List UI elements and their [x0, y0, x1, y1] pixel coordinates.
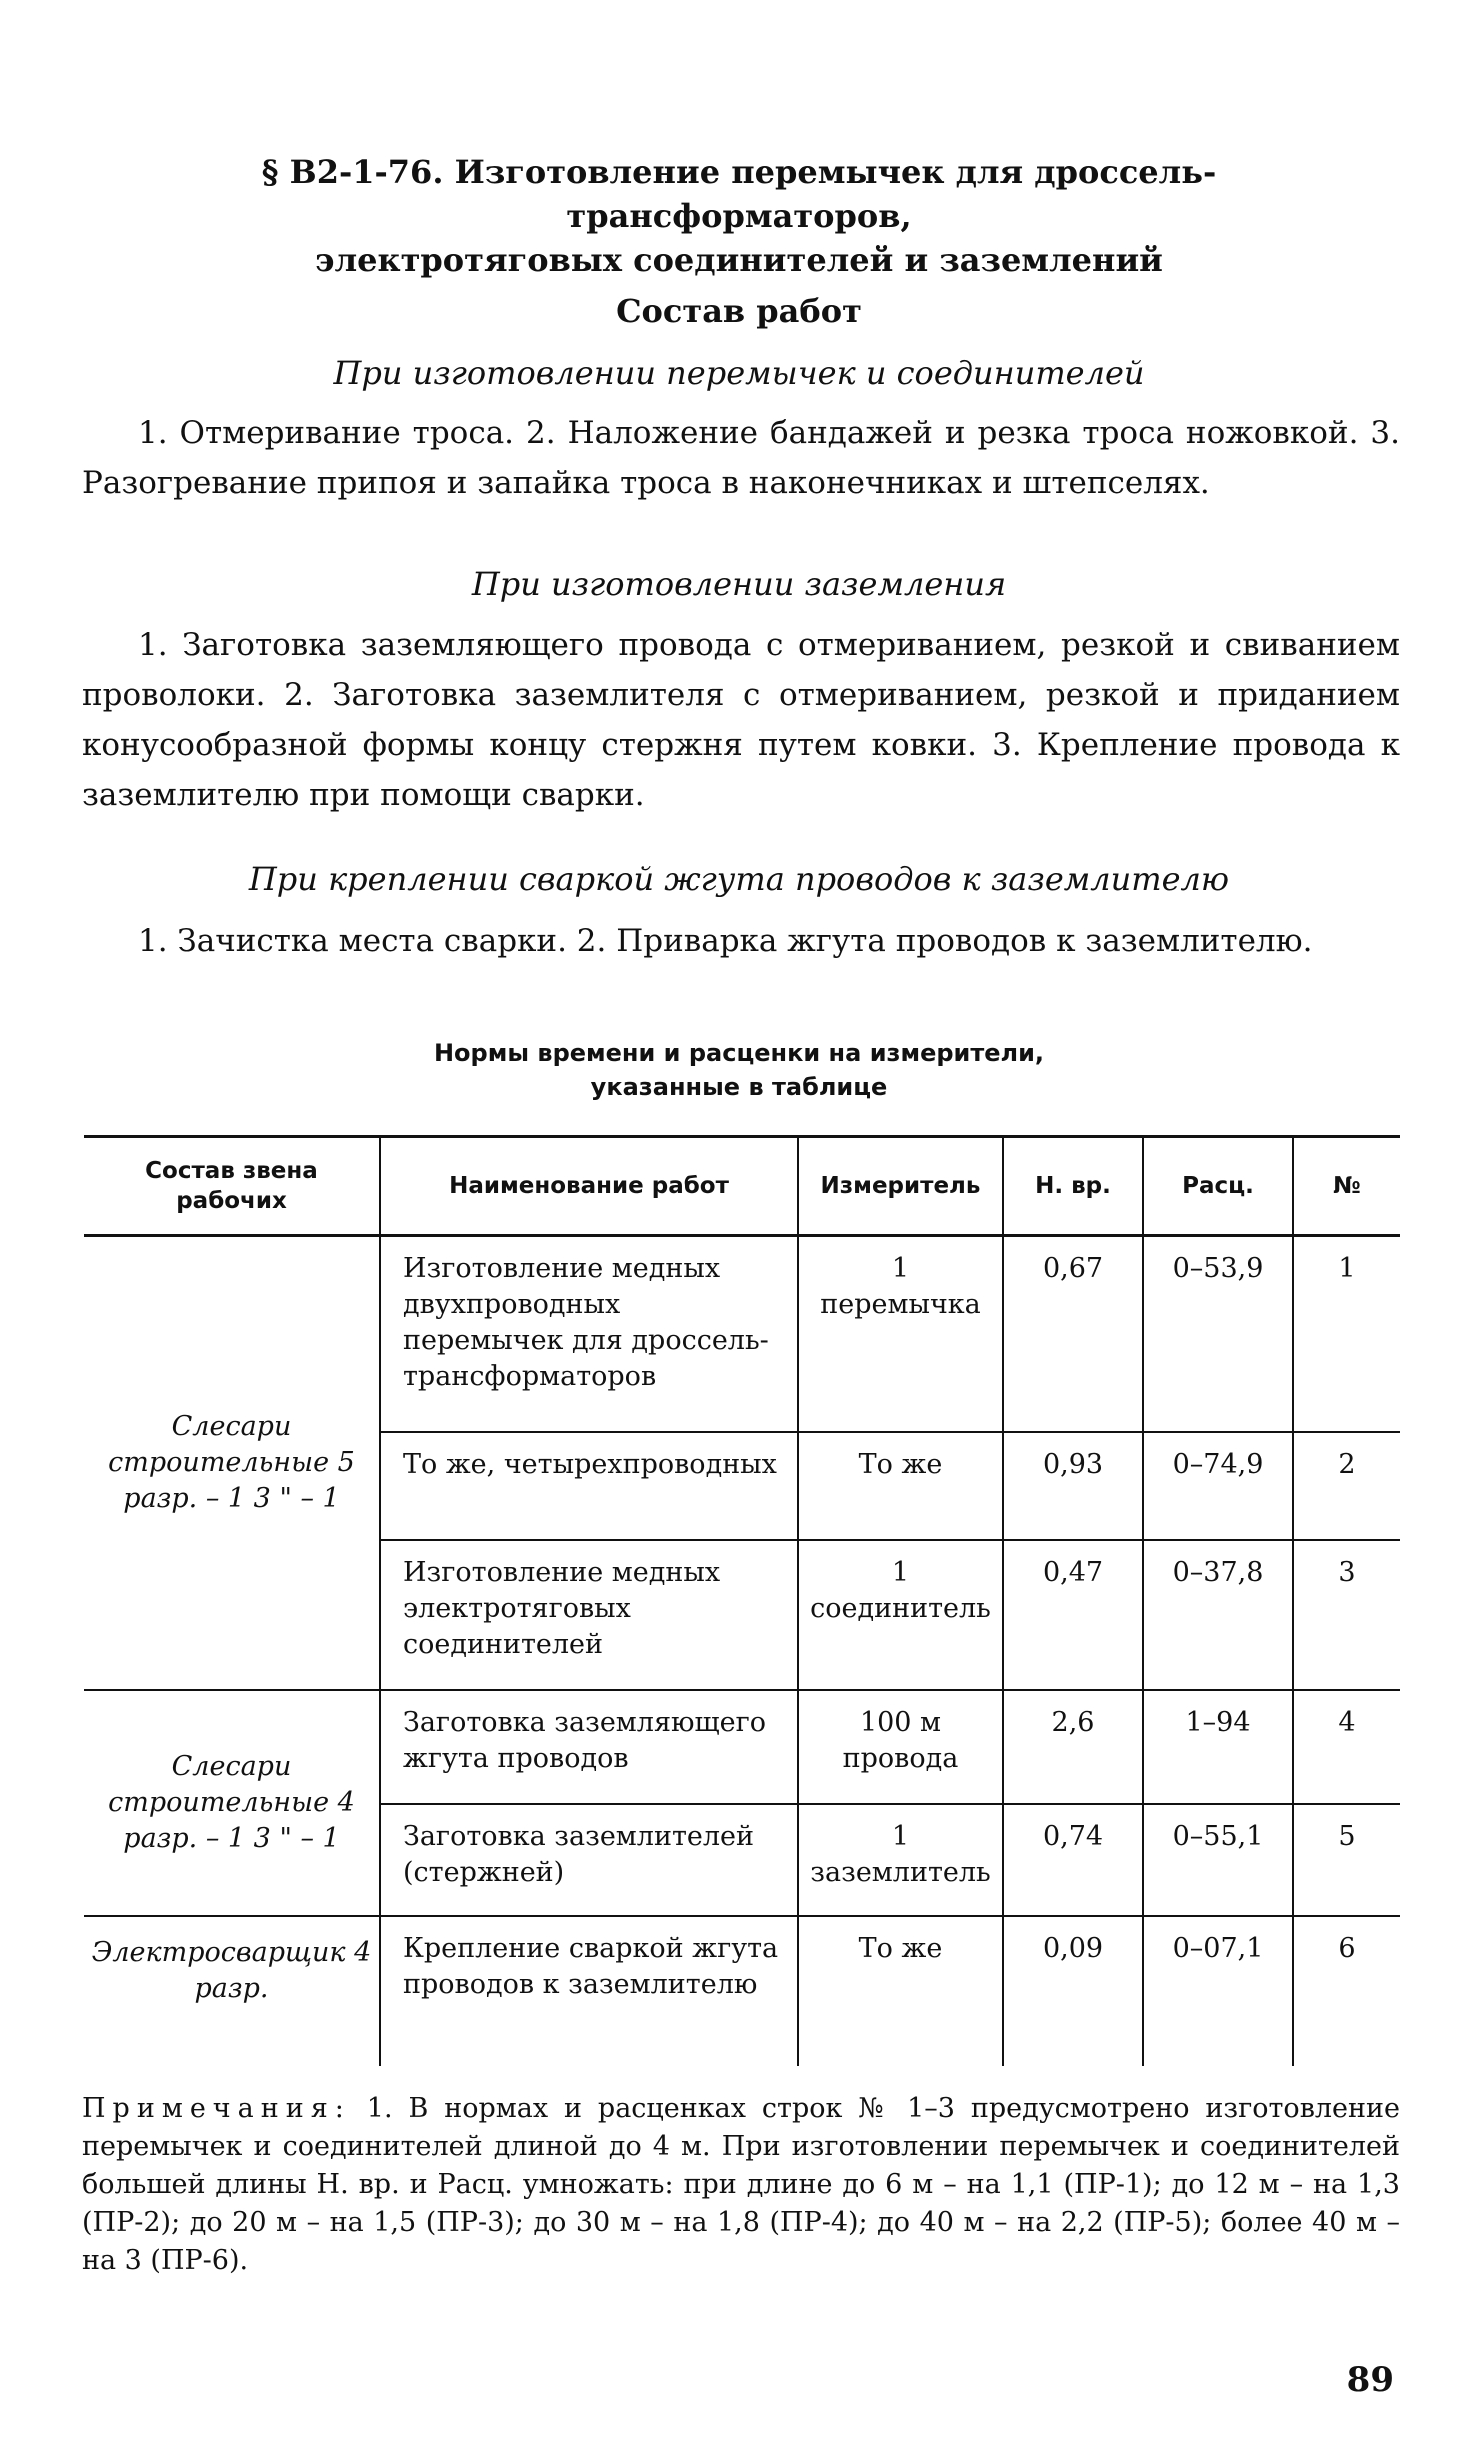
number-cell: 4 [1293, 1690, 1400, 1804]
table-row [84, 1690, 1400, 1804]
header-time-norm: Н. вр. [1003, 1137, 1143, 1236]
measure-cell: 1 перемычка [798, 1236, 1003, 1432]
section-title-line-2: электротяговых соединителей и заземлений [315, 241, 1163, 279]
paragraph-grounding: 1. Заготовка заземляющего провода с отмериванием, резкой и свиванием проволоки. 2. Заготовка заземлителя с отмериванием, резкой и приданием конусообразной формы концу стержня путем ковки. 3. Крепление провода к заземлителю при помощи сварки. [82, 627, 1400, 813]
work-cell: Заготовка заземляющего жгута проводов [380, 1690, 798, 1804]
subheading-jumpers: При изготовлении перемычек и соединителей [333, 354, 1145, 392]
rate-cell: 0–53,9 [1143, 1236, 1293, 1432]
composition-heading: Состав работ [616, 292, 862, 330]
measure-cell: То же [798, 1432, 1003, 1540]
rate-cell: 1–94 [1143, 1690, 1293, 1804]
notes-text: 1. В нормах и расценках строк № 1–3 предусмотрено изготовление перемычек и соединителей длиной до 4 м. При изготовлении перемычек и соединителей большей длины Н. вр. и Расц. умножать: при длине до 6 м – на 1,1 (ПР-1); до 12 м – на 1,3 (ПР-2); до 20 м – на 1,5 (ПР-3); до 30 м – на 1,8 (ПР-4); до 40 м – на 2,2 (ПР-5); более 40 м – на 3 (ПР-6). [82, 2093, 1400, 2276]
crew-cell: Слесари строительные 5 разр. – 1 3 " – 1 [108, 1410, 355, 1514]
table-caption [0, 1036, 1478, 1104]
table-header-row [84, 1137, 1400, 1236]
rate-cell: 0–07,1 [1143, 1916, 1293, 2066]
time-norm-cell: 0,47 [1003, 1540, 1143, 1690]
subheading-grounding: При изготовлении заземления [471, 565, 1007, 603]
time-norm-cell: 0,09 [1003, 1916, 1143, 2066]
crew-cell: Электросварщик 4 разр. [84, 1916, 380, 2066]
measure-cell: 1 заземлитель [798, 1804, 1003, 1916]
table-row [84, 1236, 1400, 1432]
measure-cell: 100 м провода [798, 1690, 1003, 1804]
time-norm-cell: 0,67 [1003, 1236, 1143, 1432]
rate-cell: 0–74,9 [1143, 1432, 1293, 1540]
rate-cell: 0–55,1 [1143, 1804, 1293, 1916]
measure-cell: То же [798, 1916, 1003, 2066]
time-norm-cell: 0,74 [1003, 1804, 1143, 1916]
norms-table [84, 1135, 1400, 2066]
number-cell: 1 [1293, 1236, 1400, 1432]
time-norm-cell: 2,6 [1003, 1690, 1143, 1804]
work-cell: То же, четырехпроводных [380, 1432, 798, 1540]
notes-block [82, 2090, 1400, 2280]
paragraph-welding: 1. Зачистка места сварки. 2. Приварка жгута проводов к заземлителю. [138, 923, 1313, 959]
subheading-welding: При креплении сваркой жгута проводов к заземлителю [248, 860, 1230, 898]
number-cell: 6 [1293, 1916, 1400, 2066]
rate-cell: 0–37,8 [1143, 1540, 1293, 1690]
number-cell: 5 [1293, 1804, 1400, 1916]
time-norm-cell: 0,93 [1003, 1432, 1143, 1540]
work-cell: Изготовление медных электротяговых соединителей [380, 1540, 798, 1690]
header-rate: Расц. [1143, 1137, 1293, 1236]
paragraph-jumpers: 1. Отмеривание троса. 2. Наложение бандажей и резка троса ножовкой. 3. Разогревание припоя и запайка троса в наконечниках и штепселях. [82, 415, 1400, 501]
notes-label: Примечания: [82, 2093, 351, 2124]
table-caption-line-2: указанные в таблице [590, 1073, 888, 1101]
page-number: 89 [1346, 2360, 1394, 2400]
table-caption-line-1: Нормы времени и расценки на измерители, [433, 1039, 1045, 1067]
header-measure: Измеритель [798, 1137, 1003, 1236]
section-title-line-1: § В2-1-76. Изготовление перемычек для дроссель-трансформаторов, [261, 153, 1217, 235]
crew-cell: Слесари строительные 4 разр. – 1 3 " – 1 [84, 1690, 380, 1916]
section-title [110, 150, 1368, 282]
work-cell: Крепление сваркой жгута проводов к заземлителю [380, 1916, 798, 2066]
number-cell: 3 [1293, 1540, 1400, 1690]
header-work: Наименование работ [380, 1137, 798, 1236]
table-row [84, 1916, 1400, 2066]
header-crew: Состав звена рабочих [84, 1137, 380, 1236]
work-cell: Заготовка заземлителей (стержней) [380, 1804, 798, 1916]
work-cell: Изготовление медных двухпроводных перемычек для дроссель-трансформаторов [380, 1236, 798, 1432]
header-number: № [1293, 1137, 1400, 1236]
measure-cell: 1 соединитель [798, 1540, 1003, 1690]
number-cell: 2 [1293, 1432, 1400, 1540]
